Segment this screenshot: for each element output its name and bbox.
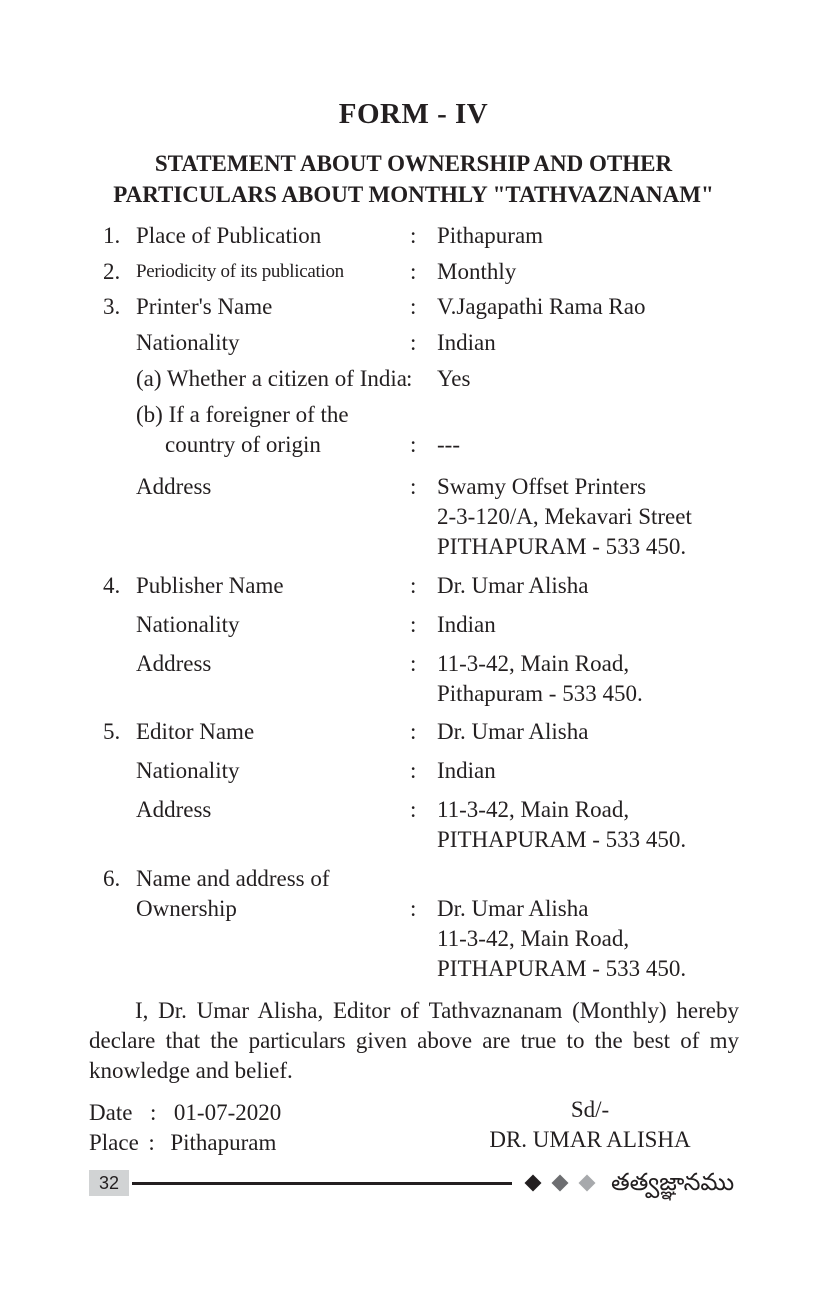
item-number: 2. — [103, 259, 121, 284]
address-block — [437, 894, 686, 984]
colon: : — [410, 432, 417, 457]
item-label: Nationality — [136, 758, 240, 783]
declaration-line: I, Dr. Umar Alisha, Editor of Tathvaznanam (Monthly) hereby — [135, 998, 739, 1023]
colon: : — [410, 573, 417, 598]
item-number: 3. — [103, 294, 121, 319]
address-line: Pithapuram - 533 450. — [437, 681, 643, 706]
address-block — [437, 472, 692, 562]
colon: : — [410, 719, 417, 744]
colon: : — [410, 259, 417, 284]
item-label: Address — [136, 474, 212, 499]
item-value: Dr. Umar Alisha — [437, 719, 589, 744]
address-line: Swamy Offset Printers — [437, 474, 647, 499]
statement-heading — [40, 148, 787, 210]
item-number: 4. — [103, 573, 121, 598]
item-value: Indian — [437, 330, 496, 355]
diamond-light-icon — [579, 1175, 596, 1192]
colon: : — [410, 612, 417, 637]
form-title: FORM - IV — [338, 98, 489, 130]
colon: : — [410, 474, 417, 499]
item-label: (a) Whether a citizen of India — [136, 366, 407, 391]
item-label: Nationality — [136, 330, 240, 355]
item-value: Indian — [437, 612, 496, 637]
address-line: 11-3-42, Main Road, — [437, 797, 630, 822]
colon: : — [410, 758, 417, 783]
item-label-line-2: Ownership — [136, 896, 237, 921]
diamond-mid-icon — [552, 1175, 569, 1192]
colon: : — [410, 330, 417, 355]
colon: : — [410, 294, 417, 319]
address-line: PITHAPURAM - 533 450. — [437, 956, 687, 981]
address-line: 11-3-42, Main Road, — [437, 651, 630, 676]
place-separator: : — [148, 1130, 155, 1155]
place-line — [89, 1128, 276, 1158]
magazine-logo: తత్వజ్ఞానము — [611, 1168, 735, 1196]
heading-line-2: PARTICULARS ABOUT MONTHLY "TATHVAZNANAM" — [113, 182, 714, 207]
place-label: Place — [89, 1130, 139, 1155]
item-value: Monthly — [437, 259, 517, 284]
item-value: Indian — [437, 758, 496, 783]
place-value: Pithapuram — [170, 1130, 277, 1155]
item-label: Printer's Name — [136, 294, 273, 319]
declaration-line: declare that the particulars given above are true to the best of my — [89, 1028, 739, 1053]
item-value: V.Jagapathi Rama Rao — [437, 294, 646, 319]
item-label: Place of Publication — [136, 223, 322, 248]
address-line: PITHAPURAM - 533 450. — [437, 534, 687, 559]
address-line: Dr. Umar Alisha — [437, 896, 589, 921]
item-label: Address — [136, 651, 212, 676]
item-value: --- — [437, 432, 460, 457]
address-block — [437, 649, 643, 709]
item-label: Editor Name — [136, 719, 255, 744]
item-label-line-2: country of origin — [165, 432, 321, 457]
date-separator: : — [149, 1100, 157, 1125]
address-block — [437, 795, 686, 855]
item-label-line-1: Name and address of — [136, 866, 330, 891]
item-label: Periodicity of its publication — [136, 261, 344, 282]
colon: : — [410, 896, 417, 921]
item-label-line-1: (b) If a foreigner of the — [136, 402, 349, 427]
address-line: PITHAPURAM - 533 450. — [437, 827, 687, 852]
signature-sd: Sd/- — [570, 1097, 610, 1122]
item-value: Dr. Umar Alisha — [437, 573, 589, 598]
page-number: 32 — [89, 1170, 129, 1196]
colon: : — [410, 223, 417, 248]
address-line: 11-3-42, Main Road, — [437, 926, 630, 951]
item-number: 6. — [103, 866, 121, 891]
date-label: Date — [89, 1100, 133, 1125]
item-label: Address — [136, 797, 212, 822]
date-value: 01-07-2020 — [173, 1100, 282, 1125]
colon: : — [410, 651, 417, 676]
footer-rule — [132, 1182, 512, 1185]
declaration-line: knowledge and belief. — [89, 1058, 293, 1083]
item-label: Publisher Name — [136, 573, 284, 598]
address-line: 2-3-120/A, Mekavari Street — [437, 504, 692, 529]
diamond-dark-icon — [525, 1175, 542, 1192]
colon: : — [406, 366, 413, 391]
heading-line-1: STATEMENT ABOUT OWNERSHIP AND OTHER — [154, 151, 673, 176]
signature-name: DR. UMAR ALISHA — [489, 1127, 691, 1152]
item-value: Pithapuram — [437, 223, 544, 248]
declaration-paragraph — [89, 996, 739, 1086]
date-line — [89, 1098, 281, 1128]
item-number: 5. — [103, 719, 121, 744]
item-value: Yes — [437, 366, 471, 391]
item-label: Nationality — [136, 612, 240, 637]
page-footer — [89, 1170, 739, 1200]
item-number: 1. — [103, 223, 121, 248]
colon: : — [410, 797, 417, 822]
